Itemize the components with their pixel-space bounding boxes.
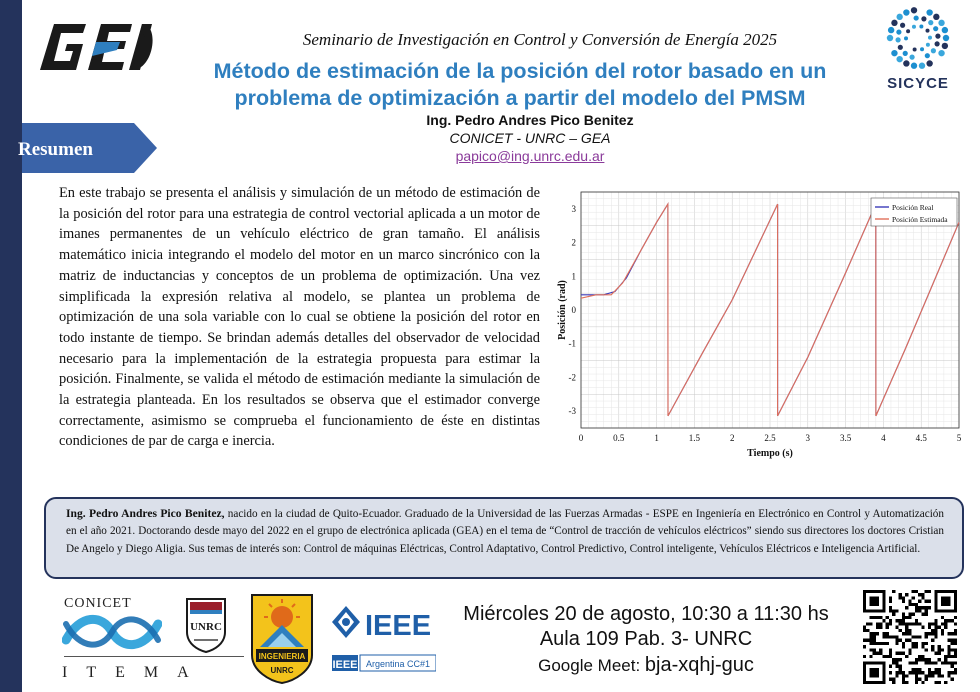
- chart-x-tick-label: 4: [881, 433, 886, 443]
- chart-x-tick-label: 5: [956, 433, 962, 443]
- conicet-logo: [62, 610, 162, 654]
- chart-x-tick-label: 1.5: [688, 433, 701, 443]
- talk-title: Método de estimación de la posición del rotor basado en un problema de optimización a partir del modelo del PMSM: [213, 59, 827, 110]
- chart-x-tick-label: 3.5: [839, 433, 852, 443]
- chart-x-tick-label: 3: [805, 433, 811, 443]
- author-email-link[interactable]: papico@ing.unrc.edu.ar: [455, 148, 605, 164]
- svg-text:IEEE: IEEE: [332, 659, 358, 671]
- chart-x-tick-label: 2: [729, 433, 735, 443]
- ingenieria-logo-subtext: UNRC: [270, 666, 294, 675]
- chart-y-tick-label: -2: [568, 372, 576, 383]
- left-accent-bar: [0, 0, 22, 692]
- chart-x-tick-label: 0: [578, 433, 584, 443]
- ieee-argentina-text: Argentina CC#1: [365, 659, 431, 669]
- position-chart: [555, 186, 965, 466]
- sicyce-logo: [868, 4, 968, 92]
- qr-code[interactable]: [863, 590, 957, 684]
- bio-text: nacido en la ciudad de Quito-Ecuador. Graduado de la Universidad de las Fuerzas Armadas - ESPE en Ingeniería en Electrónico en Control y Automatización en el año 2021. Doctorando desde mayo del 2022 en el grupo de electrónica aplicada (GEA) en el tema de “Control de tracción de vehículos eléctricos” siendo sus directores los doctores Cristian De Angelo y Diego Aligia. Sus temas de interés son: Control de máquinas Eléctricas, Control Adaptativo, Control Predictivo, Control inteligente, Vehículos Eléctricos e Inteligencia Artificial.: [66, 508, 944, 555]
- resumen-label: Resumen: [18, 139, 93, 160]
- author-bio-box: [44, 497, 964, 579]
- ieee-logo: [332, 604, 438, 640]
- ingenieria-logo: [250, 593, 314, 685]
- bio-author-name: Ing. Pedro Andres Pico Benitez,: [66, 507, 225, 520]
- seminar-title: Seminario de Investigación en Control y Conversión de Energía 2025: [302, 30, 778, 49]
- event-meet: [446, 654, 846, 677]
- author-affiliation: CONICET - UNRC – GEA: [449, 130, 611, 146]
- itema-logo-text: ITEMA: [62, 664, 208, 681]
- chart-legend-label: Posición Real: [892, 203, 934, 212]
- chart-y-axis-label: Posición (rad): [557, 280, 568, 340]
- ieee-logo-text: IEEE: [365, 610, 432, 640]
- chart-y-tick-label: 2: [571, 237, 576, 248]
- chart-x-tick-label: 4.5: [915, 433, 927, 443]
- event-date-time: Miércoles 20 de agosto, 10:30 a 11:30 hs: [463, 603, 829, 625]
- ieee-argentina-logo: [332, 654, 436, 672]
- ingenieria-logo-text: INGENIERIA: [258, 652, 306, 661]
- abstract-text: En este trabajo se presenta el análisis y simulación de un método de estimación de la posición del rotor para una estrategia de control vectorial aplicada a un motor de imanes permanentes de un vehículo eléctrico de gran tamaño. El análisis matemático inicia integrando el modelo del motor en un marco sincrónico con la matriz de inductancias y conceptos de un problema de optimización. Una vez simplificada la expresión relativa al modelo, se plantea un problema de optimización de una sola variable con lo cual se obtiene la posición del rotor en todo instante de tiempo. Se brindan además detalles del observador de velocidad necesario para la implementación de la estrategia propuesta para estimar la posición. Finalmente, se valida el método de estimación mediante la simulación de la estrategia planteada. En los resultados se observa que el estimador converge correctamente, asimismo se comprueba el funcionamiento de éste en distintas condiciones de par de carga e inercia.: [59, 185, 540, 450]
- chart-y-tick-label: -3: [568, 406, 576, 417]
- itema-divider: [64, 656, 244, 657]
- event-room: Aula 109 Pab. 3- UNRC: [539, 628, 753, 650]
- ged-logo-text: GED: [34, 18, 37, 19]
- chart-legend-label: Posición Estimada: [892, 215, 948, 224]
- meet-code-link[interactable]: bja-xqhj-guc: [644, 654, 754, 676]
- conicet-logo-text: CONICET: [64, 596, 132, 611]
- meet-label: Google Meet:: [538, 656, 645, 675]
- ged-logo: [34, 18, 154, 74]
- chart-y-tick-label: 1: [571, 271, 576, 282]
- chart-y-tick-label: 0: [571, 305, 576, 315]
- chart-legend: [871, 198, 957, 226]
- chart-y-tick-label: 3: [571, 203, 576, 214]
- sicyce-logo-text: SICYCE: [887, 75, 949, 92]
- chart-y-tick-label: -1: [568, 338, 576, 349]
- unrc-logo-text: UNRC: [190, 621, 222, 633]
- chart-x-tick-label: 0.5: [613, 433, 625, 443]
- chart-x-tick-label: 2.5: [764, 433, 776, 443]
- chart-x-axis-label: Tiempo (s): [747, 448, 793, 459]
- chart-x-tick-label: 1: [654, 433, 659, 443]
- unrc-shield-logo: [184, 596, 228, 654]
- author-name: Ing. Pedro Andres Pico Benitez: [426, 112, 634, 128]
